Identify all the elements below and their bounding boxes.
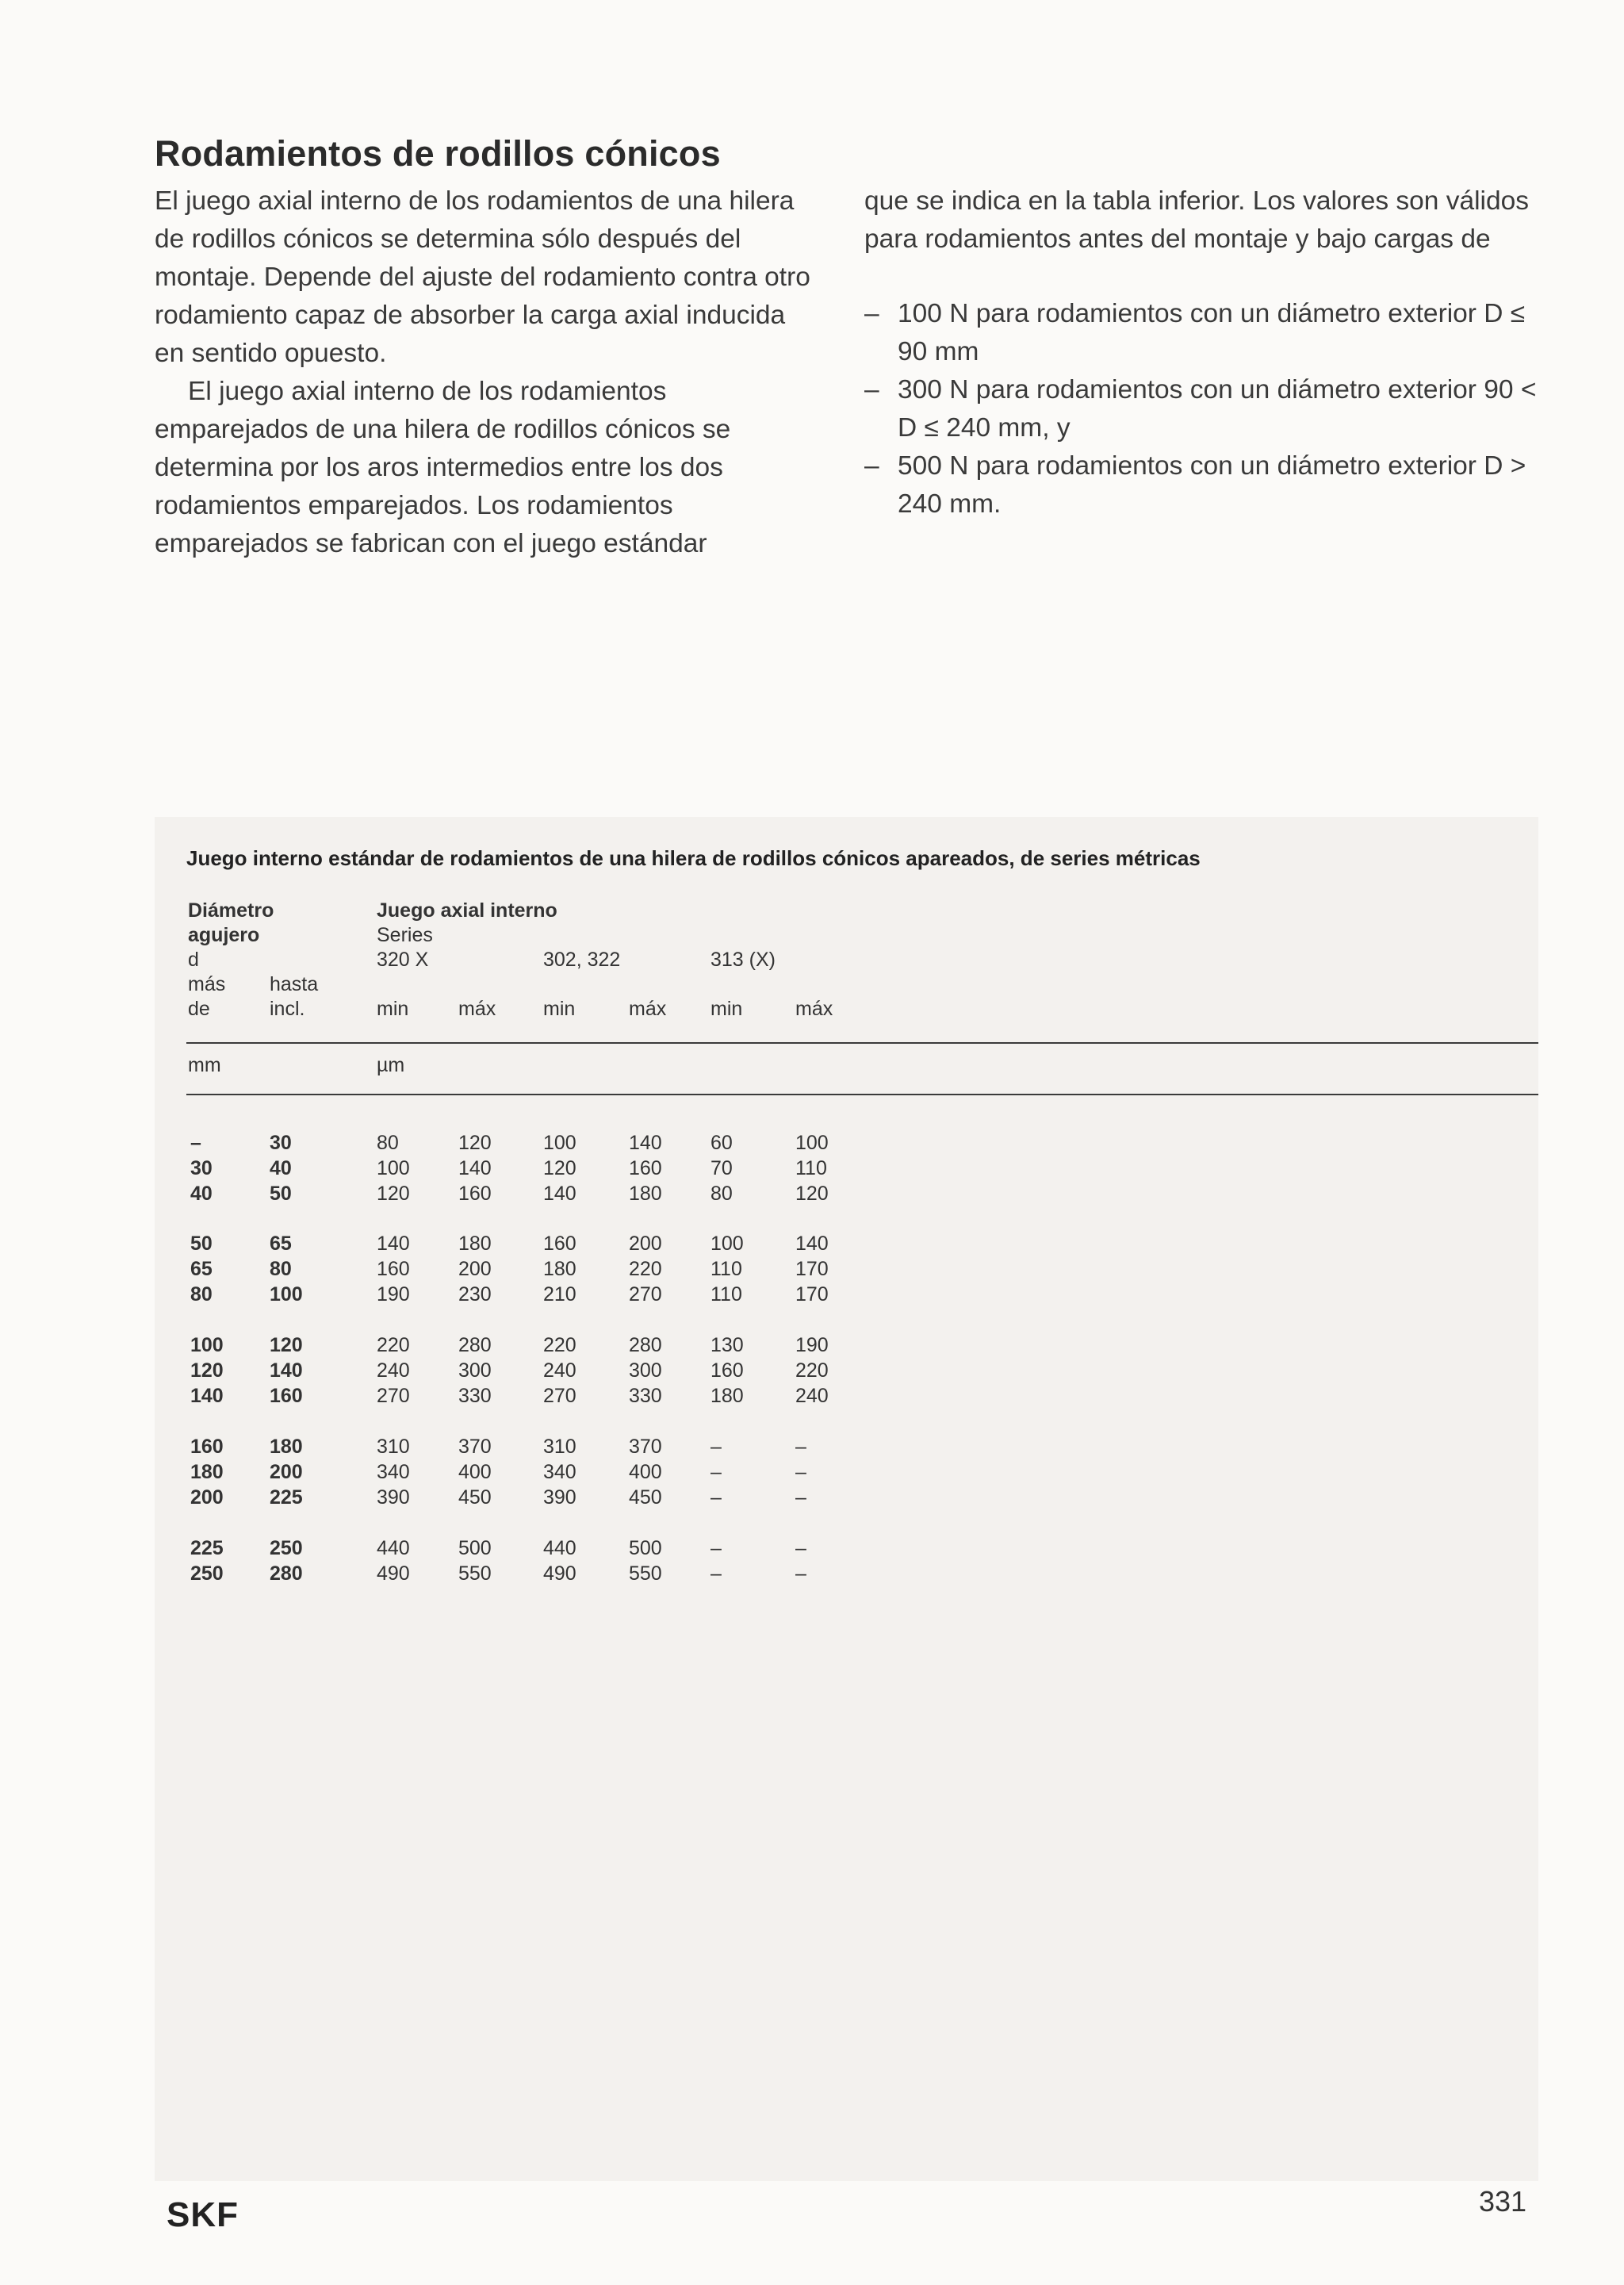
table-cell: 190: [795, 1334, 829, 1356]
row-group: [186, 1231, 900, 1307]
table-cell: 250: [270, 1537, 303, 1559]
table-row: [186, 1156, 900, 1181]
table-cell: 110: [710, 1258, 742, 1280]
table-cell: 280: [629, 1334, 662, 1356]
table-cell: 440: [543, 1537, 576, 1559]
min-label: min: [377, 998, 409, 1020]
max-label: máx: [795, 998, 833, 1020]
table-cell: 500: [629, 1537, 662, 1559]
row-group: [186, 1535, 900, 1586]
table-cell: 70: [710, 1157, 733, 1179]
bore-to-header: hasta incl.: [270, 973, 319, 1020]
table-cell: –: [710, 1436, 722, 1458]
table-cell: 180: [458, 1233, 492, 1255]
paragraph: El juego axial interno de los rodamientos de una hilera de rodillos cónicos se determina sólo después del montaje. Depende del ajuste del rodamiento contra otro rodamiento capaz de absorber la carga axial inducida en sentido opuesto.: [155, 186, 810, 368]
table-title: Juego interno estándar de rodamientos de una hilera de rodillos cónicos apareados, de series métricas: [186, 846, 1201, 870]
skf-logo: SKF: [167, 2195, 239, 2234]
table-cell: 370: [629, 1436, 662, 1458]
table-row: [186, 1383, 900, 1409]
table-cell: 200: [270, 1461, 303, 1483]
table-cell: 80: [270, 1258, 292, 1280]
header-rule: [186, 1042, 1538, 1044]
table-cell: 280: [270, 1562, 303, 1585]
table-cell: 100: [377, 1157, 410, 1179]
table-cell: 330: [458, 1385, 492, 1407]
list-item: – 100 N para rodamientos con un diámetro exterior D ≤ 90 mm: [864, 299, 1526, 366]
series-320x: 320 X: [377, 949, 429, 971]
table-cell: 160: [270, 1385, 303, 1407]
table-cell: 120: [458, 1132, 492, 1154]
table-cell: 160: [629, 1157, 662, 1179]
table-row: [186, 1561, 900, 1586]
table-cell: 210: [543, 1283, 576, 1305]
table-cell: 400: [629, 1461, 662, 1483]
table-row: [186, 1130, 900, 1156]
table-cell: 440: [377, 1537, 410, 1559]
series-label: Series: [377, 924, 433, 946]
table-cell: 120: [190, 1359, 224, 1382]
right-column: [864, 182, 1546, 523]
table-cell: 390: [377, 1486, 410, 1509]
table-cell: 220: [543, 1334, 576, 1356]
table-cell: –: [710, 1461, 722, 1483]
table-cell: 180: [270, 1436, 303, 1458]
series-313x: 313 (X): [710, 949, 776, 971]
table-cell: 100: [543, 1132, 576, 1154]
table-cell: –: [710, 1486, 722, 1509]
left-column: [155, 182, 813, 563]
table-cell: 160: [377, 1258, 410, 1280]
table-cell: 120: [543, 1157, 576, 1179]
table-cell: 270: [377, 1385, 410, 1407]
table-cell: 200: [190, 1486, 224, 1509]
table-cell: 390: [543, 1486, 576, 1509]
table-cell: 220: [377, 1334, 410, 1356]
table-cell: 340: [543, 1461, 576, 1483]
table-cell: –: [795, 1537, 806, 1559]
row-group: [186, 1332, 900, 1409]
table-cell: 100: [710, 1233, 744, 1255]
max-label: máx: [458, 998, 496, 1020]
table-cell: 180: [190, 1461, 224, 1483]
max-label: máx: [629, 998, 667, 1020]
min-label: min: [543, 998, 576, 1020]
table-cell: –: [795, 1486, 806, 1509]
table-cell: 310: [543, 1436, 576, 1458]
table-cell: 310: [377, 1436, 410, 1458]
table-cell: 80: [377, 1132, 399, 1154]
list-item: – 300 N para rodamientos con un diámetro exterior 90 < D ≤ 240 mm, y: [864, 375, 1537, 443]
table-cell: 120: [270, 1334, 303, 1356]
table-cell: 370: [458, 1436, 492, 1458]
table-cell: 220: [795, 1359, 829, 1382]
table-cell: 50: [190, 1233, 213, 1255]
table-cell: –: [710, 1537, 722, 1559]
table-cell: 490: [377, 1562, 410, 1585]
table-cell: 65: [190, 1258, 213, 1280]
table-cell: 170: [795, 1283, 829, 1305]
table-cell: 80: [190, 1283, 213, 1305]
table-cell: 30: [190, 1157, 213, 1179]
table-cell: –: [795, 1562, 806, 1585]
table-cell: 270: [543, 1385, 576, 1407]
table-cell: 240: [795, 1385, 829, 1407]
unit-mm: mm: [188, 1054, 221, 1076]
table-cell: 40: [190, 1183, 213, 1205]
table-cell: 225: [190, 1537, 224, 1559]
table-cell: 100: [270, 1283, 303, 1305]
table-cell: 110: [795, 1157, 827, 1179]
unit-um: µm: [377, 1054, 405, 1076]
page-title: Rodamientos de rodillos cónicos: [155, 133, 721, 174]
table-row: [186, 1231, 900, 1256]
table-cell: 140: [543, 1183, 576, 1205]
table-cell: 120: [795, 1183, 829, 1205]
table-row: [186, 1358, 900, 1383]
load-list: [864, 295, 1546, 523]
table-cell: 400: [458, 1461, 492, 1483]
table-cell: 50: [270, 1183, 292, 1205]
bore-symbol: d: [188, 949, 199, 971]
table-cell: 30: [270, 1132, 292, 1154]
table-cell: 65: [270, 1233, 292, 1255]
table-cell: 200: [458, 1258, 492, 1280]
table-cell: 280: [458, 1334, 492, 1356]
table-cell: –: [190, 1132, 201, 1154]
table-row: [186, 1434, 900, 1459]
table-row: [186, 1282, 900, 1307]
table-cell: 180: [543, 1258, 576, 1280]
table-cell: 100: [190, 1334, 224, 1356]
table-cell: 170: [795, 1258, 829, 1280]
table-cell: 300: [458, 1359, 492, 1382]
table-cell: 140: [190, 1385, 224, 1407]
table-cell: 220: [629, 1258, 662, 1280]
table-row: [186, 1459, 900, 1485]
table-cell: 240: [377, 1359, 410, 1382]
row-group: [186, 1434, 900, 1510]
bore-header: Diámetro agujero: [188, 899, 274, 946]
table-cell: 140: [629, 1132, 662, 1154]
table-cell: –: [795, 1461, 806, 1483]
table-row: [186, 1332, 900, 1358]
table-cell: 270: [629, 1283, 662, 1305]
paragraph: El juego axial interno de los rodamientos emparejados de una hilera de rodillos cónicos se determina por los aros intermedios entre los dos rodamientos emparejados. Los rodamientos emparejados se fabrican con el juego estándar: [155, 377, 731, 558]
min-label: min: [710, 998, 743, 1020]
table-cell: 330: [629, 1385, 662, 1407]
table-cell: 140: [377, 1233, 410, 1255]
table-cell: 190: [377, 1283, 410, 1305]
table-cell: 60: [710, 1132, 733, 1154]
table-cell: 225: [270, 1486, 303, 1509]
table-cell: 300: [629, 1359, 662, 1382]
bore-from-header: más de: [188, 973, 226, 1020]
table-cell: 500: [458, 1537, 492, 1559]
table-row: [186, 1181, 900, 1206]
table-cell: –: [710, 1562, 722, 1585]
row-group: [186, 1130, 900, 1206]
table-cell: 140: [795, 1233, 829, 1255]
table-cell: 130: [710, 1334, 744, 1356]
page-number: 331: [1479, 2185, 1527, 2218]
paragraph: que se indica en la tabla inferior. Los valores son válidos para rodamientos antes del montaje y bajo cargas de: [864, 186, 1530, 254]
table-cell: 550: [458, 1562, 492, 1585]
table-cell: 550: [629, 1562, 662, 1585]
table-cell: 80: [710, 1183, 733, 1205]
table-cell: 160: [543, 1233, 576, 1255]
table-cell: 230: [458, 1283, 492, 1305]
table-cell: 180: [710, 1385, 744, 1407]
table-cell: 160: [458, 1183, 492, 1205]
table-cell: 120: [377, 1183, 410, 1205]
table-cell: 160: [190, 1436, 224, 1458]
table-cell: 450: [629, 1486, 662, 1509]
table-cell: 240: [543, 1359, 576, 1382]
table-row: [186, 1485, 900, 1510]
table-row: [186, 1535, 900, 1561]
table-cell: 110: [710, 1283, 742, 1305]
list-item: – 500 N para rodamientos con un diámetro exterior D > 240 mm.: [864, 451, 1526, 519]
table-cell: 450: [458, 1486, 492, 1509]
table-cell: 140: [458, 1157, 492, 1179]
table-row: [186, 1256, 900, 1282]
series-302-322: 302, 322: [543, 949, 621, 971]
table-cell: 140: [270, 1359, 303, 1382]
table-cell: 250: [190, 1562, 224, 1585]
table-cell: –: [795, 1436, 806, 1458]
table-cell: 40: [270, 1157, 292, 1179]
table-cell: 180: [629, 1183, 662, 1205]
table-cell: 160: [710, 1359, 744, 1382]
table-cell: 200: [629, 1233, 662, 1255]
clearance-header: Juego axial interno: [377, 899, 557, 922]
table-cell: 340: [377, 1461, 410, 1483]
table-cell: 100: [795, 1132, 829, 1154]
units-rule: [186, 1094, 1538, 1095]
table-cell: 490: [543, 1562, 576, 1585]
